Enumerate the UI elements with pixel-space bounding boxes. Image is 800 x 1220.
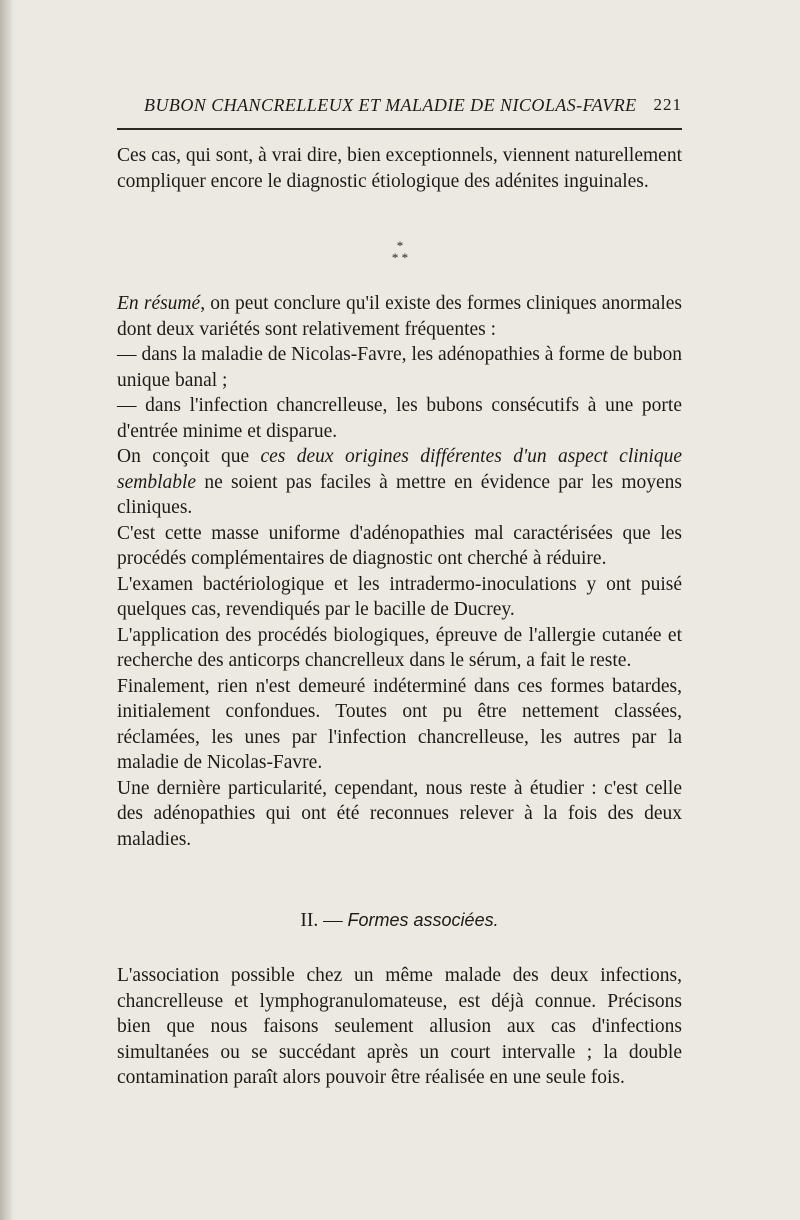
paragraph-text: L'application des procédés biologiques, épreuve de l'allergie cutanée et recherche des anticorps chancrelleux dans le sérum, a fait le reste. xyxy=(117,624,682,671)
page-number: 221 xyxy=(653,95,682,114)
paragraph xyxy=(117,572,682,623)
paragraph xyxy=(117,143,682,194)
page-header xyxy=(117,95,682,117)
paragraph xyxy=(117,674,682,776)
paragraph xyxy=(117,444,682,521)
paragraph-text: C'est cette masse uniforme d'adénopathies mal caractérisées que les procédés complémentaires de diagnostic ont cherché à réduire. xyxy=(117,522,682,569)
section-title xyxy=(117,910,682,932)
paragraph-text: On conçoit que xyxy=(117,446,261,467)
paragraph-text: L'examen bactériologique et les intradermo-inoculations y ont puisé quelques cas, revendiqués par le bacille de Ducrey. xyxy=(117,573,682,620)
paragraph xyxy=(117,521,682,572)
text-block-associated xyxy=(117,963,682,1091)
asterism-top: * xyxy=(396,238,404,253)
paragraph xyxy=(117,776,682,853)
paragraph-text: — dans la maladie de Nicolas-Favre, les adénopathies à forme de bubon unique banal ; xyxy=(117,344,682,391)
running-head: BUBON CHANCRELLEUX ET MALADIE DE NICOLAS-FAVRE xyxy=(144,95,637,115)
emphasis-text: ces deux origines différentes d'un aspect clinique semblable xyxy=(117,446,682,493)
paragraph-text: Finalement, rien n'est demeuré indéterminé dans ces formes batardes, initialement confondues. Toutes ont pu être nettement classées, réclamées, les unes par l'infection chancrelleuse, les autres par la maladie de Nicolas-Favre. xyxy=(117,675,682,773)
lead-phrase: En résumé xyxy=(117,293,201,314)
paragraph-text: — dans l'infection chancrelleuse, les bubons consécutifs à une porte d'entrée minime et disparue. xyxy=(117,395,682,442)
paragraph-text: Une dernière particularité, cependant, nous reste à étudier : c'est celle des adénopathies qui ont été reconnues relever à la fois des deux maladies. xyxy=(117,777,682,850)
text-block-summary xyxy=(117,291,682,852)
section-name: Formes associées. xyxy=(347,910,499,930)
paragraph-text: Ces cas, qui sont, à vrai dire, bien exceptionnels, viennent naturellement compliquer encore le diagnostic étiologique des adénites inguinales. xyxy=(117,145,682,192)
asterism xyxy=(360,240,440,264)
header-rule xyxy=(117,128,682,130)
paragraph xyxy=(117,623,682,674)
paragraph-text: ne soient pas faciles à mettre en évidence par les moyens cliniques. xyxy=(117,471,682,518)
paragraph xyxy=(117,963,682,1091)
text-block-intro xyxy=(117,143,682,194)
paragraph-text: L'association possible chez un même malade des deux infections, chancrelleuse et lymphogranulomateuse, est déjà connue. Précisons bien que nous faisons seulement allusion aux cas d'infections simultanées ou se succédant après un court intervalle ; la double contamination paraît alors pouvoir être réalisée en une seule fois. xyxy=(117,965,682,1088)
paragraph xyxy=(117,291,682,342)
asterism-bottom: * * xyxy=(391,250,409,265)
page-edge-shadow xyxy=(0,0,14,1220)
paragraph xyxy=(117,342,682,393)
paragraph xyxy=(117,393,682,444)
section-number: II. — xyxy=(300,910,348,931)
paragraph-text: , on peut conclure qu'il existe des formes cliniques anormales dont deux variétés sont relativement fréquentes : xyxy=(117,293,683,340)
